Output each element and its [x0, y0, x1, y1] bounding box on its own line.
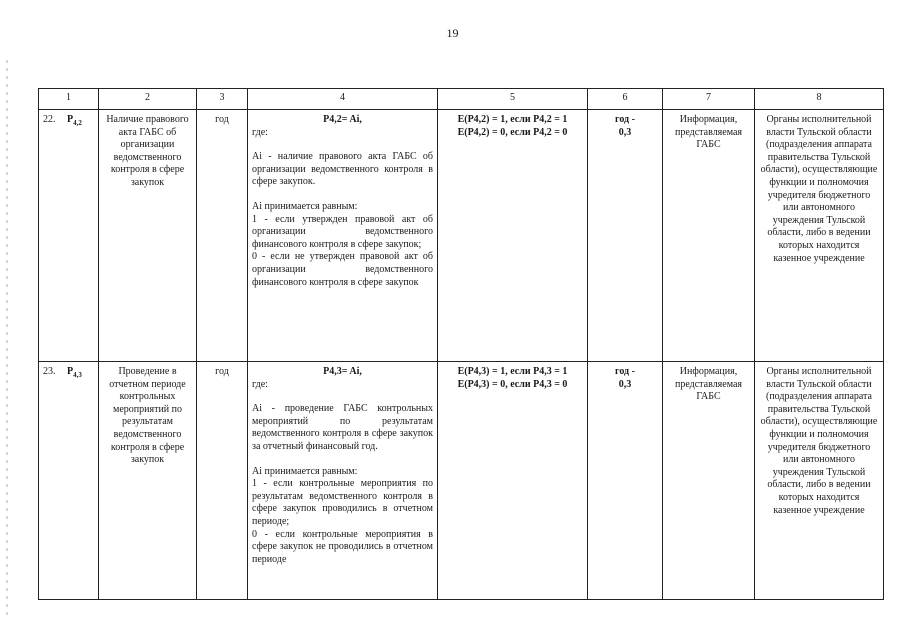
responsible-cell: Органы исполнительной власти Тульской области (подразделения аппарата правительства Тульской области), осуществляющие функции и полномочия учредителя бюджетного или автономного учреждения Тульской области, либо в ведении которых находится казенное учреждение	[755, 362, 884, 600]
evaluation-line-1: E(P4,2) = 1, если P4,2 = 1	[457, 114, 568, 125]
indicator-code: $P_{4,2}$	[67, 114, 82, 127]
formula-case-1: 1 - если контрольные мероприятия по результатам ведомственного контроля в сфере закупок проводились в отчетном периоде;	[252, 478, 433, 527]
table-row	[39, 362, 884, 600]
row-index: 23.	[43, 366, 56, 377]
row-index: 22.	[43, 114, 56, 125]
header-col-7: 7	[663, 89, 755, 110]
formula-case-0: 0 - если контрольные мероприятия в сфере закупок не проводились в отчетном периоде	[252, 528, 433, 565]
scan-margin-marks	[6, 60, 8, 620]
header-col-1: 1	[39, 89, 99, 110]
evaluation-cell	[438, 362, 588, 600]
formula-accepted: Ai принимается равным:	[252, 465, 358, 477]
formula-title: P4,3= Ai,	[323, 366, 362, 377]
formula-definition: Ai - наличие правового акта ГАБС об организации ведомственного контроля в сфере закупок.	[252, 151, 433, 188]
evaluation-cell	[438, 110, 588, 362]
header-col-8: 8	[755, 89, 884, 110]
table-row	[39, 110, 884, 362]
formula-accepted: Ai принимается равным:	[252, 200, 358, 212]
formula-definition: Ai - проведение ГАБС контрольных мероприятий по результатам ведомственного контроля в сфере закупок за отчетный финансовый год.	[252, 403, 433, 452]
indicator-code: $P_{4,3}$	[67, 366, 82, 379]
source-cell: Информация, представляемая ГАБС	[663, 362, 755, 600]
unit-cell: год	[197, 362, 248, 600]
row-number-cell	[39, 110, 99, 362]
indicator-table	[38, 88, 884, 600]
period-label: год -	[615, 114, 635, 125]
formula-where: где:	[252, 378, 268, 390]
header-col-4: 4	[248, 89, 438, 110]
evaluation-line-2: E(P4,2) = 0, если P4,2 = 0	[457, 126, 568, 138]
formula-case-0: 0 - если не утвержден правовой акт об организации ведомственного финансового контроля в сфере закупок	[252, 251, 433, 288]
evaluation-line-2: E(P4,3) = 0, если P4,3 = 0	[457, 378, 568, 390]
header-col-6: 6	[588, 89, 663, 110]
header-col-5: 5	[438, 89, 588, 110]
weight-value: 0,3	[618, 126, 632, 138]
period-weight-cell	[588, 362, 663, 600]
period-weight-cell	[588, 110, 663, 362]
formula-cell	[248, 362, 438, 600]
page-number: 19	[446, 26, 459, 40]
unit-cell: год	[197, 110, 248, 362]
indicator-name: Наличие правового акта ГАБС об организации ведомственного контроля в сфере закупок	[99, 110, 197, 362]
header-col-3: 3	[197, 89, 248, 110]
formula-case-1: 1 - если утвержден правовой акт об организации ведомственного финансового контроля в сфере закупок;	[252, 213, 433, 250]
responsible-cell: Органы исполнительной власти Тульской области (подразделения аппарата правительства Тульской области), осуществляющие функции и полномочия учредителя бюджетного или автономного учреждения Тульской области, либо в ведении которых находится казенное учреждение	[755, 110, 884, 362]
period-label: год -	[615, 366, 635, 377]
row-number-cell	[39, 362, 99, 600]
weight-value: 0,3	[618, 378, 632, 390]
table-header-row	[39, 89, 884, 110]
indicator-name: Проведение в отчетном периоде контрольных мероприятий по результатам ведомственного контроля в сфере закупок	[99, 362, 197, 600]
formula-cell	[248, 110, 438, 362]
formula-where: где:	[252, 126, 268, 138]
evaluation-line-1: E(P4,3) = 1, если P4,3 = 1	[457, 366, 568, 377]
formula-title: P4,2= Ai,	[323, 114, 362, 125]
source-cell: Информация, представляемая ГАБС	[663, 110, 755, 362]
header-col-2: 2	[99, 89, 197, 110]
